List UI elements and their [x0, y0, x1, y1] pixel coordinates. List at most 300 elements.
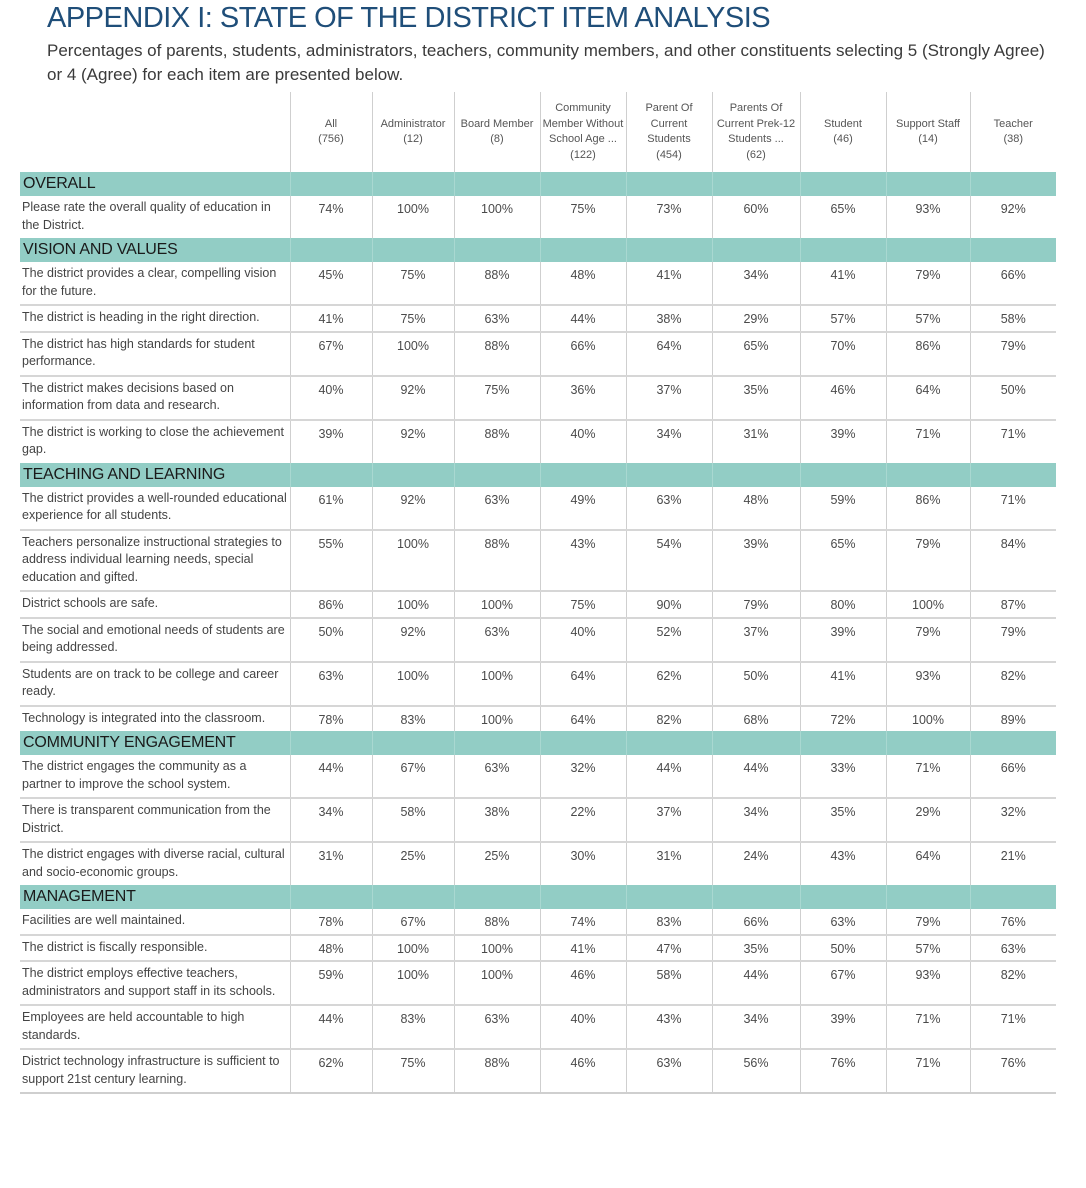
percent-cell: 47%: [626, 935, 712, 962]
section-band-cell: [372, 463, 454, 487]
percent-cell: 64%: [886, 842, 970, 885]
section-header-row: [20, 731, 1056, 755]
percent-cell: 71%: [970, 420, 1056, 463]
percent-cell: 25%: [372, 842, 454, 885]
percent-cell: 93%: [886, 662, 970, 706]
percent-cell: 76%: [970, 1049, 1056, 1093]
section-band-cell: [712, 238, 800, 262]
percent-cell: 78%: [290, 706, 372, 732]
percent-cell: 88%: [454, 909, 540, 935]
percent-cell: 74%: [540, 909, 626, 935]
percent-cell: 38%: [626, 305, 712, 332]
percent-cell: 63%: [454, 618, 540, 662]
item-text: The district engages with diverse racial, cultural and socio-economic groups.: [20, 842, 290, 885]
percent-cell: 92%: [372, 618, 454, 662]
table-body: [20, 172, 1056, 1093]
percent-cell: 49%: [540, 487, 626, 530]
item-text: The district engages the community as a partner to improve the school system.: [20, 755, 290, 798]
percent-cell: 79%: [886, 262, 970, 305]
table-row: [20, 706, 1056, 732]
percent-cell: 58%: [372, 798, 454, 842]
percent-cell: 82%: [626, 706, 712, 732]
section-title: VISION AND VALUES: [20, 238, 290, 262]
percent-cell: 31%: [712, 420, 800, 463]
percent-cell: 100%: [372, 662, 454, 706]
column-header-count: (8): [490, 133, 504, 145]
header-corner: [20, 92, 290, 172]
section-band-cell: [540, 885, 626, 909]
column-header-count: (454): [656, 148, 682, 161]
section-band-cell: [712, 885, 800, 909]
percent-cell: 40%: [540, 618, 626, 662]
item-text: The district is fiscally responsible.: [20, 935, 290, 962]
table-row: [20, 935, 1056, 962]
percent-cell: 76%: [970, 909, 1056, 935]
column-header-label: Parent Of Current Students: [645, 102, 693, 145]
percent-cell: 67%: [372, 909, 454, 935]
percent-cell: 22%: [540, 798, 626, 842]
section-band-cell: [626, 238, 712, 262]
column-header: [886, 92, 970, 172]
page-subtitle: Percentages of parents, students, administrators, teachers, community members, and other constituents selecting 5 (Strongly Agree) or 4 (Agree) for each item are presented below.: [47, 41, 1045, 84]
percent-cell: 35%: [712, 376, 800, 420]
percent-cell: 43%: [800, 842, 886, 885]
percent-cell: 86%: [290, 591, 372, 618]
percent-cell: 59%: [290, 961, 372, 1005]
percent-cell: 44%: [626, 755, 712, 798]
column-header-label: Board Member: [460, 117, 534, 130]
percent-cell: 93%: [886, 196, 970, 238]
percent-cell: 75%: [540, 591, 626, 618]
section-band-cell: [290, 885, 372, 909]
percent-cell: 37%: [712, 618, 800, 662]
section-title: OVERALL: [20, 172, 290, 196]
percent-cell: 39%: [290, 420, 372, 463]
section-band-cell: [970, 731, 1056, 755]
percent-cell: 100%: [372, 530, 454, 592]
percent-cell: 24%: [712, 842, 800, 885]
percent-cell: 66%: [540, 332, 626, 376]
percent-cell: 79%: [970, 618, 1056, 662]
percent-cell: 87%: [970, 591, 1056, 618]
percent-cell: 62%: [626, 662, 712, 706]
percent-cell: 100%: [454, 591, 540, 618]
section-band-cell: [372, 731, 454, 755]
column-header-count: (38): [1003, 133, 1024, 145]
percent-cell: 39%: [800, 1005, 886, 1049]
percent-cell: 45%: [290, 262, 372, 305]
item-analysis-table: [20, 92, 1056, 1094]
percent-cell: 41%: [626, 262, 712, 305]
section-band-cell: [290, 172, 372, 196]
percent-cell: 63%: [626, 1049, 712, 1093]
section-band-cell: [800, 172, 886, 196]
percent-cell: 75%: [372, 1049, 454, 1093]
percent-cell: 40%: [290, 376, 372, 420]
percent-cell: 88%: [454, 332, 540, 376]
column-header: [372, 92, 454, 172]
column-header-label: Administrator: [380, 117, 446, 130]
item-text: Please rate the overall quality of education in the District.: [20, 196, 290, 238]
percent-cell: 34%: [290, 798, 372, 842]
percent-cell: 71%: [970, 1005, 1056, 1049]
percent-cell: 34%: [712, 798, 800, 842]
percent-cell: 71%: [970, 487, 1056, 530]
section-band-cell: [540, 731, 626, 755]
section-band-cell: [454, 731, 540, 755]
percent-cell: 75%: [454, 376, 540, 420]
section-band-cell: [800, 463, 886, 487]
section-band-cell: [886, 731, 970, 755]
table-row: [20, 487, 1056, 530]
percent-cell: 34%: [626, 420, 712, 463]
item-text: There is transparent communication from the District.: [20, 798, 290, 842]
percent-cell: 64%: [886, 376, 970, 420]
item-text: The district has high standards for student performance.: [20, 332, 290, 376]
table-row: [20, 262, 1056, 305]
section-band-cell: [970, 885, 1056, 909]
table-row: [20, 842, 1056, 885]
percent-cell: 29%: [712, 305, 800, 332]
column-header: [454, 92, 540, 172]
percent-cell: 100%: [372, 332, 454, 376]
section-band-cell: [886, 463, 970, 487]
percent-cell: 71%: [886, 420, 970, 463]
percent-cell: 68%: [712, 706, 800, 732]
section-title: COMMUNITY ENGAGEMENT: [20, 731, 290, 755]
column-header-count: (14): [918, 133, 938, 145]
percent-cell: 46%: [540, 1049, 626, 1093]
percent-cell: 66%: [712, 909, 800, 935]
section-title: TEACHING AND LEARNING: [20, 463, 290, 487]
percent-cell: 79%: [970, 332, 1056, 376]
percent-cell: 67%: [290, 332, 372, 376]
column-header: [290, 92, 372, 172]
column-header-label: Support Staff: [895, 117, 960, 130]
percent-cell: 63%: [970, 935, 1056, 962]
section-band-cell: [886, 238, 970, 262]
table-row: [20, 755, 1056, 798]
table-row: [20, 909, 1056, 935]
section-band-cell: [800, 238, 886, 262]
percent-cell: 30%: [540, 842, 626, 885]
percent-cell: 39%: [800, 420, 886, 463]
percent-cell: 43%: [626, 1005, 712, 1049]
table-row: [20, 332, 1056, 376]
percent-cell: 84%: [970, 530, 1056, 592]
section-band-cell: [290, 463, 372, 487]
column-header-count: (756): [318, 133, 344, 145]
percent-cell: 92%: [372, 487, 454, 530]
section-header-row: [20, 885, 1056, 909]
table-row: [20, 618, 1056, 662]
section-band-cell: [372, 238, 454, 262]
section-band-cell: [886, 885, 970, 909]
section-band-cell: [372, 172, 454, 196]
percent-cell: 63%: [454, 1005, 540, 1049]
table-row: [20, 1005, 1056, 1049]
section-band-cell: [626, 463, 712, 487]
section-band-cell: [290, 731, 372, 755]
column-header-count: (62): [746, 148, 766, 161]
percent-cell: 65%: [800, 530, 886, 592]
percent-cell: 25%: [454, 842, 540, 885]
item-text: Students are on track to be college and career ready.: [20, 662, 290, 706]
percent-cell: 21%: [970, 842, 1056, 885]
percent-cell: 75%: [372, 305, 454, 332]
percent-cell: 63%: [454, 755, 540, 798]
percent-cell: 37%: [626, 798, 712, 842]
percent-cell: 50%: [970, 376, 1056, 420]
percent-cell: 89%: [970, 706, 1056, 732]
percent-cell: 44%: [290, 755, 372, 798]
percent-cell: 100%: [454, 961, 540, 1005]
percent-cell: 63%: [800, 909, 886, 935]
percent-cell: 33%: [800, 755, 886, 798]
section-band-cell: [454, 238, 540, 262]
percent-cell: 75%: [372, 262, 454, 305]
percent-cell: 31%: [290, 842, 372, 885]
percent-cell: 38%: [454, 798, 540, 842]
section-band-cell: [454, 172, 540, 196]
section-band-cell: [800, 731, 886, 755]
column-header: [626, 92, 712, 172]
percent-cell: 61%: [290, 487, 372, 530]
item-text: Facilities are well maintained.: [20, 909, 290, 935]
percent-cell: 76%: [800, 1049, 886, 1093]
section-band-cell: [886, 172, 970, 196]
table-row: [20, 591, 1056, 618]
table-row: [20, 961, 1056, 1005]
table-row: [20, 376, 1056, 420]
percent-cell: 67%: [372, 755, 454, 798]
percent-cell: 57%: [886, 935, 970, 962]
table-row: [20, 662, 1056, 706]
section-band-cell: [712, 463, 800, 487]
section-header-row: [20, 172, 1056, 196]
percent-cell: 50%: [800, 935, 886, 962]
percent-cell: 78%: [290, 909, 372, 935]
percent-cell: 88%: [454, 1049, 540, 1093]
section-band-cell: [626, 731, 712, 755]
column-header-label: All: [324, 117, 338, 130]
percent-cell: 40%: [540, 1005, 626, 1049]
item-text: The district employs effective teachers, administrators and support staff in its schools.: [20, 961, 290, 1005]
percent-cell: 67%: [800, 961, 886, 1005]
column-header: [970, 92, 1056, 172]
percent-cell: 44%: [290, 1005, 372, 1049]
item-text: Technology is integrated into the classroom.: [20, 706, 290, 732]
percent-cell: 86%: [886, 332, 970, 376]
percent-cell: 80%: [800, 591, 886, 618]
percent-cell: 59%: [800, 487, 886, 530]
percent-cell: 39%: [800, 618, 886, 662]
percent-cell: 58%: [626, 961, 712, 1005]
percent-cell: 58%: [970, 305, 1056, 332]
percent-cell: 100%: [372, 935, 454, 962]
percent-cell: 44%: [712, 961, 800, 1005]
percent-cell: 88%: [454, 420, 540, 463]
section-band-cell: [540, 463, 626, 487]
percent-cell: 35%: [712, 935, 800, 962]
percent-cell: 79%: [712, 591, 800, 618]
percent-cell: 79%: [886, 618, 970, 662]
percent-cell: 90%: [626, 591, 712, 618]
percent-cell: 100%: [372, 591, 454, 618]
page-title: APPENDIX I: STATE OF THE DISTRICT ITEM ANALYSIS: [47, 2, 771, 34]
percent-cell: 50%: [290, 618, 372, 662]
section-band-cell: [454, 885, 540, 909]
percent-cell: 39%: [712, 530, 800, 592]
percent-cell: 32%: [970, 798, 1056, 842]
item-text: The district provides a well-rounded educational experience for all students.: [20, 487, 290, 530]
percent-cell: 83%: [372, 1005, 454, 1049]
percent-cell: 79%: [886, 530, 970, 592]
item-text: The district is working to close the achievement gap.: [20, 420, 290, 463]
percent-cell: 75%: [540, 196, 626, 238]
percent-cell: 72%: [800, 706, 886, 732]
percent-cell: 63%: [454, 305, 540, 332]
percent-cell: 44%: [540, 305, 626, 332]
column-header-count: (122): [570, 148, 596, 161]
percent-cell: 100%: [454, 935, 540, 962]
column-header-row: [20, 92, 1056, 172]
section-band-cell: [970, 172, 1056, 196]
percent-cell: 100%: [372, 961, 454, 1005]
table-row: [20, 420, 1056, 463]
percent-cell: 41%: [540, 935, 626, 962]
percent-cell: 31%: [626, 842, 712, 885]
percent-cell: 41%: [290, 305, 372, 332]
percent-cell: 65%: [712, 332, 800, 376]
item-text: The district makes decisions based on information from data and research.: [20, 376, 290, 420]
percent-cell: 36%: [540, 376, 626, 420]
percent-cell: 100%: [886, 591, 970, 618]
percent-cell: 46%: [800, 376, 886, 420]
table-row: [20, 196, 1056, 238]
section-band-cell: [800, 885, 886, 909]
percent-cell: 79%: [886, 909, 970, 935]
percent-cell: 56%: [712, 1049, 800, 1093]
table-row: [20, 1049, 1056, 1093]
percent-cell: 74%: [290, 196, 372, 238]
percent-cell: 100%: [886, 706, 970, 732]
percent-cell: 52%: [626, 618, 712, 662]
percent-cell: 82%: [970, 961, 1056, 1005]
percent-cell: 86%: [886, 487, 970, 530]
percent-cell: 57%: [800, 305, 886, 332]
percent-cell: 29%: [886, 798, 970, 842]
section-band-cell: [454, 463, 540, 487]
section-band-cell: [540, 238, 626, 262]
percent-cell: 63%: [626, 487, 712, 530]
item-text: The social and emotional needs of students are being addressed.: [20, 618, 290, 662]
column-header-count: (46): [833, 133, 853, 145]
percent-cell: 100%: [454, 196, 540, 238]
percent-cell: 92%: [372, 376, 454, 420]
percent-cell: 64%: [626, 332, 712, 376]
percent-cell: 92%: [372, 420, 454, 463]
percent-cell: 57%: [886, 305, 970, 332]
percent-cell: 92%: [970, 196, 1056, 238]
percent-cell: 93%: [886, 961, 970, 1005]
item-text: The district provides a clear, compelling vision for the future.: [20, 262, 290, 305]
percent-cell: 71%: [886, 1005, 970, 1049]
table-row: [20, 798, 1056, 842]
percent-cell: 34%: [712, 262, 800, 305]
percent-cell: 43%: [540, 530, 626, 592]
percent-cell: 100%: [372, 196, 454, 238]
percent-cell: 35%: [800, 798, 886, 842]
section-band-cell: [712, 172, 800, 196]
column-header-label: Parents Of Current Prek-12 Students ...: [716, 102, 796, 145]
percent-cell: 66%: [970, 755, 1056, 798]
section-band-cell: [540, 172, 626, 196]
percent-cell: 65%: [800, 196, 886, 238]
percent-cell: 83%: [372, 706, 454, 732]
percent-cell: 37%: [626, 376, 712, 420]
percent-cell: 64%: [540, 662, 626, 706]
percent-cell: 82%: [970, 662, 1056, 706]
section-header-row: [20, 238, 1056, 262]
section-band-cell: [290, 238, 372, 262]
section-band-cell: [970, 463, 1056, 487]
percent-cell: 48%: [290, 935, 372, 962]
percent-cell: 44%: [712, 755, 800, 798]
percent-cell: 40%: [540, 420, 626, 463]
column-header-label: Teacher: [993, 117, 1033, 130]
percent-cell: 100%: [454, 706, 540, 732]
section-band-cell: [626, 172, 712, 196]
percent-cell: 88%: [454, 262, 540, 305]
section-band-cell: [626, 885, 712, 909]
percent-cell: 100%: [454, 662, 540, 706]
percent-cell: 32%: [540, 755, 626, 798]
column-header: [800, 92, 886, 172]
table-row: [20, 305, 1056, 332]
percent-cell: 54%: [626, 530, 712, 592]
table-row: [20, 530, 1056, 592]
section-band-cell: [712, 731, 800, 755]
percent-cell: 71%: [886, 755, 970, 798]
percent-cell: 55%: [290, 530, 372, 592]
percent-cell: 34%: [712, 1005, 800, 1049]
column-header: [712, 92, 800, 172]
percent-cell: 46%: [540, 961, 626, 1005]
percent-cell: 63%: [290, 662, 372, 706]
percent-cell: 83%: [626, 909, 712, 935]
item-text: District technology infrastructure is sufficient to support 21st century learning.: [20, 1049, 290, 1093]
column-header-count: (12): [403, 133, 423, 145]
item-text: Teachers personalize instructional strategies to address individual learning needs, special education and gifted.: [20, 530, 290, 592]
percent-cell: 41%: [800, 662, 886, 706]
percent-cell: 50%: [712, 662, 800, 706]
percent-cell: 88%: [454, 530, 540, 592]
section-band-cell: [372, 885, 454, 909]
item-text: The district is heading in the right direction.: [20, 305, 290, 332]
percent-cell: 71%: [886, 1049, 970, 1093]
column-header-label: Student: [824, 117, 862, 130]
percent-cell: 60%: [712, 196, 800, 238]
item-text: District schools are safe.: [20, 591, 290, 618]
percent-cell: 63%: [454, 487, 540, 530]
percent-cell: 66%: [970, 262, 1056, 305]
section-band-cell: [970, 238, 1056, 262]
percent-cell: 48%: [712, 487, 800, 530]
percent-cell: 62%: [290, 1049, 372, 1093]
percent-cell: 48%: [540, 262, 626, 305]
column-header-label: Community Member Without School Age ...: [542, 102, 624, 145]
